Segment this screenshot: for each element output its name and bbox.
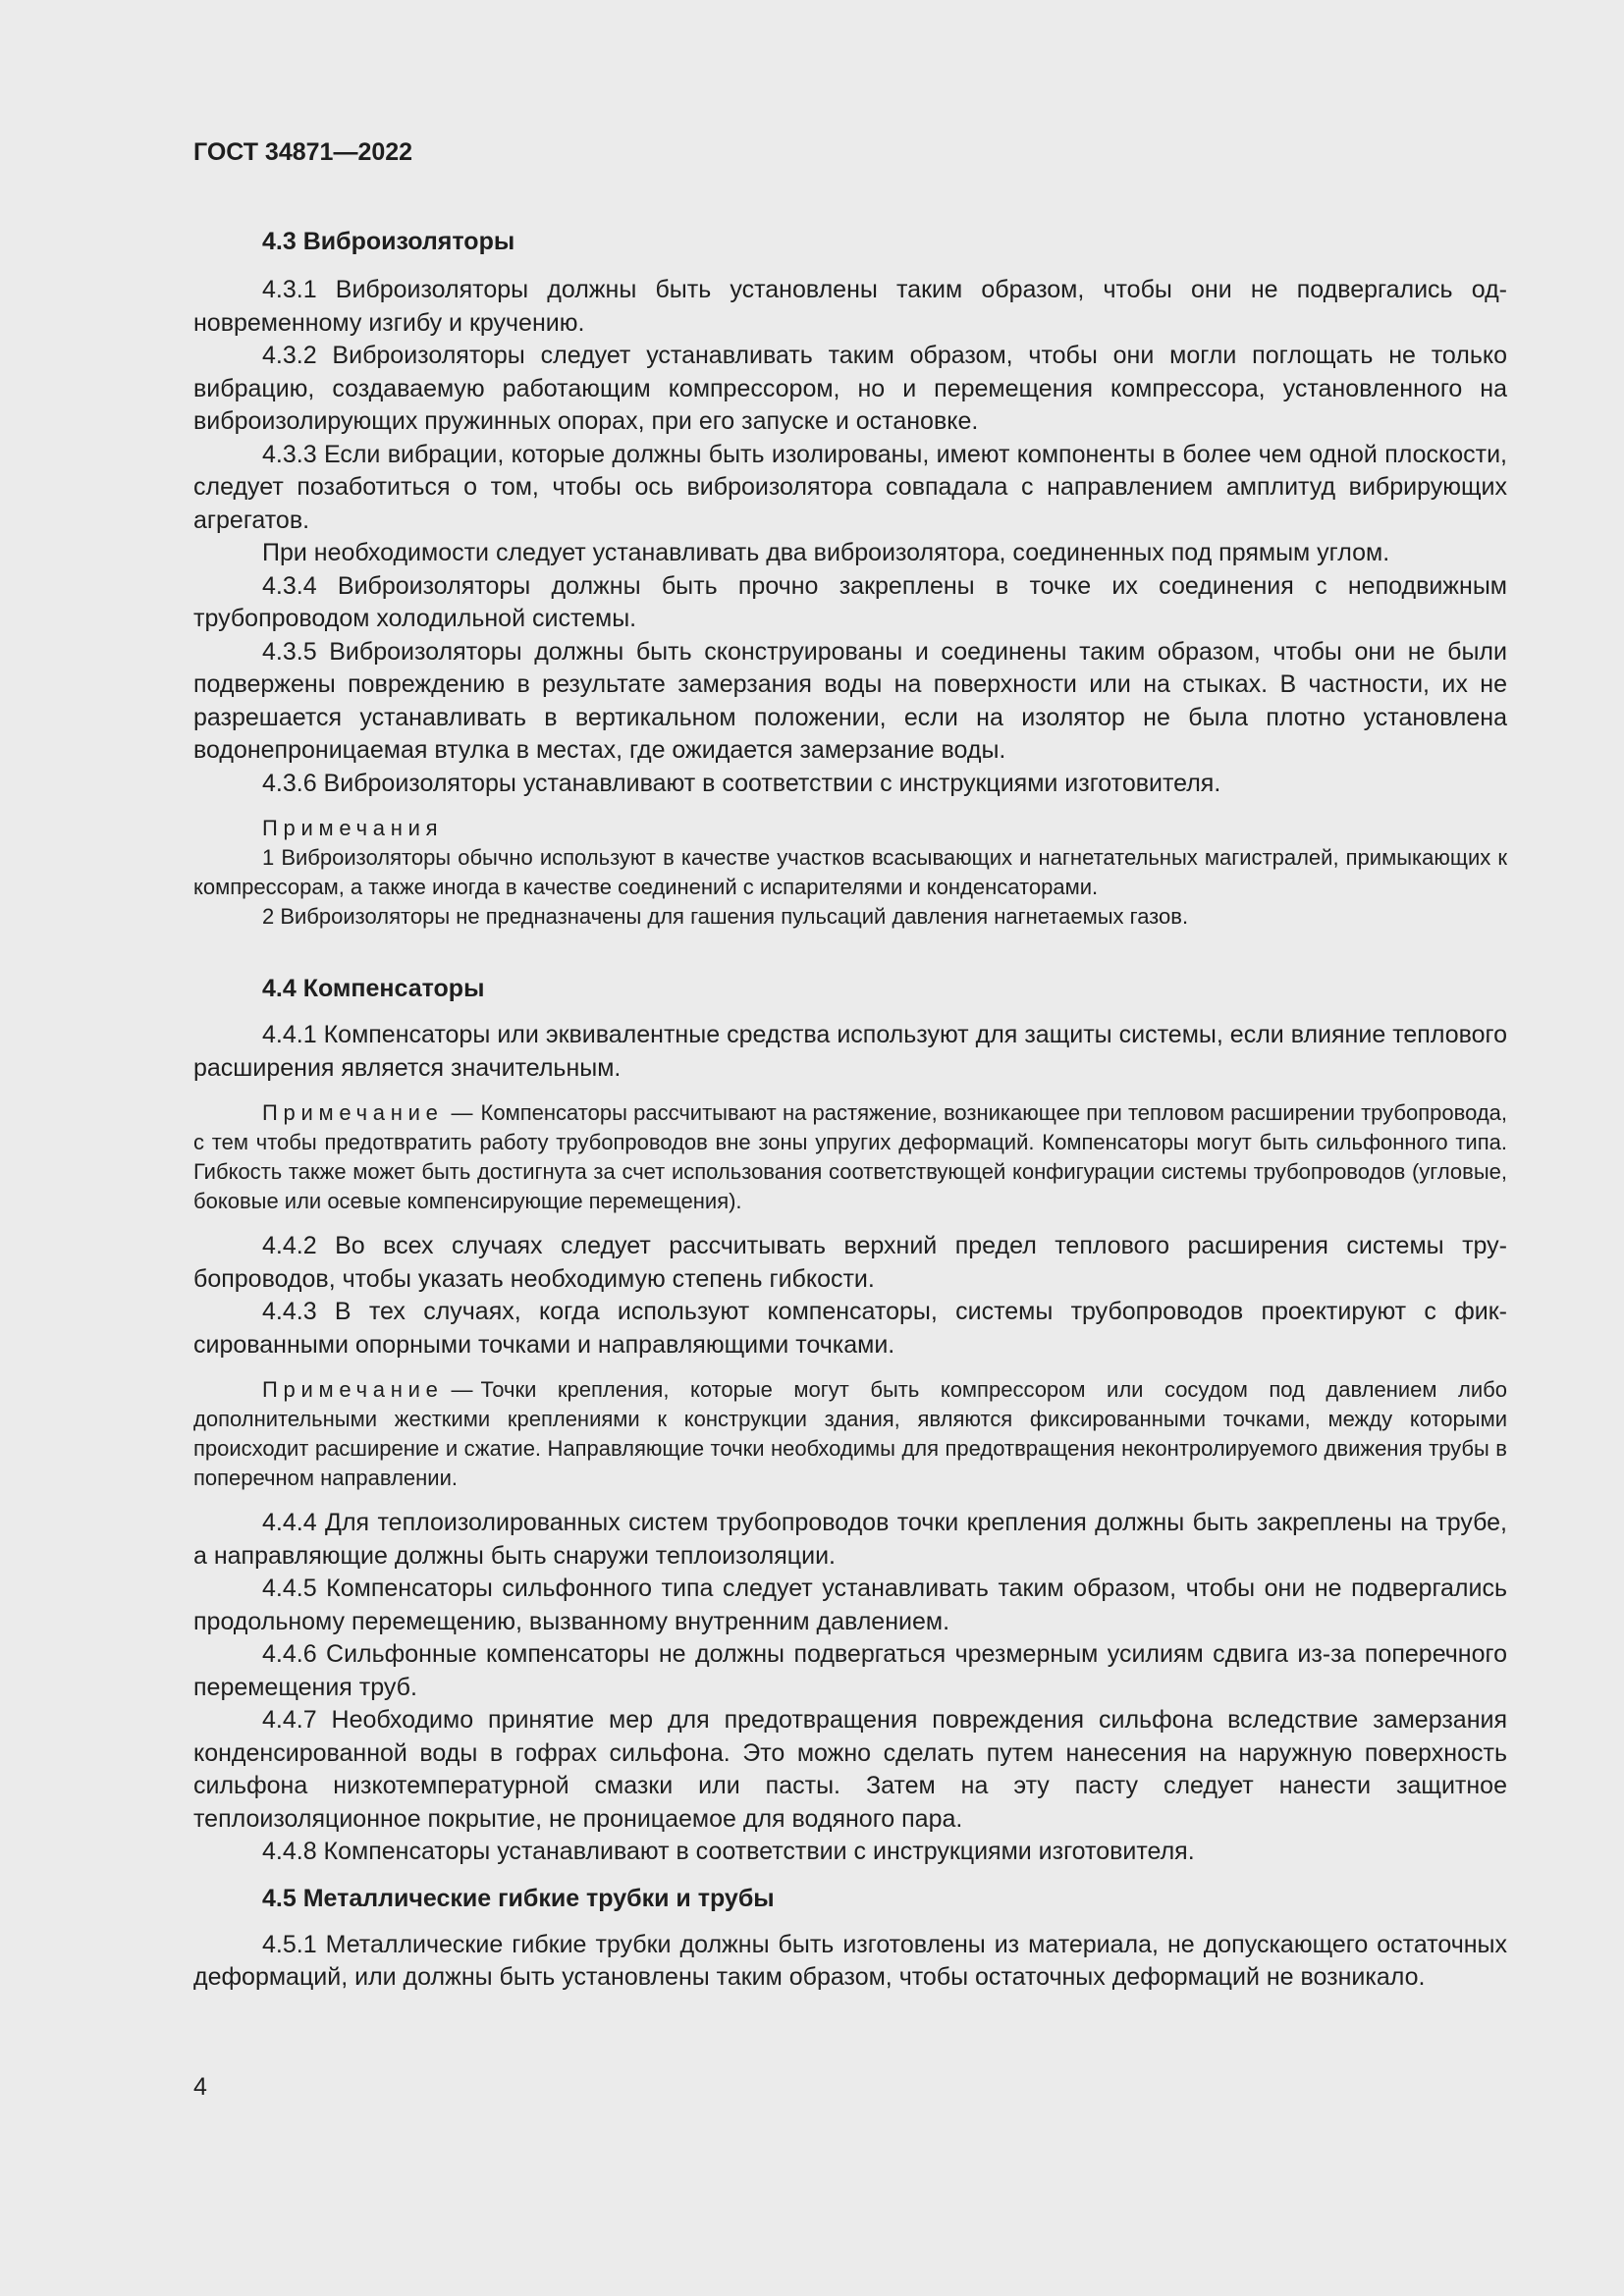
paragraph-4-4-2: 4.4.2 Во всех случаях следует рассчитывать верхний предел теплового расширения системы трубопроводов, чтобы указать необходимую степень гибкости. xyxy=(193,1232,1507,1293)
paragraph-4-4-1: 4.4.1 Компенсаторы или эквивалентные средства используют для защиты системы, если влияние теплового расширения является значительным. xyxy=(193,1021,1507,1082)
paragraph-4-4-6: 4.4.6 Сильфонные компенсаторы не должны подвергаться чрезмерным усилиям сдвига из-за поперечного перемещения труб. xyxy=(193,1640,1507,1701)
paragraph-4-4-4: 4.4.4 Для теплоизолированных систем трубопроводов точки крепления должны быть закреплены на трубе, а направляющие должны быть снаружи теплоизоляции. xyxy=(193,1509,1507,1570)
paragraph-4-3-3: 4.3.3 Если вибрации, которые должны быть изолированы, имеют компоненты в более чем одной плоскости, следует позаботиться о том, чтобы ось виброизолятора совпадала с направлением амплитуд вибрирующих агрегатов. xyxy=(193,440,1507,534)
note-label: Примечание xyxy=(262,1377,444,1402)
note-4-4-3 xyxy=(193,1375,1507,1493)
note-4-3-2: 2 Виброизоляторы не предназначены для гашения пульсаций давления нагнетаемых газов. xyxy=(262,904,1189,929)
paragraph-4-4-8: 4.4.8 Компенсаторы устанавливают в соответствии с инструкциями изготовителя. xyxy=(262,1838,1195,1865)
paragraph-4-3-3-continuation: При необходимости следует устанавливать два виброизолятора, соединенных под прямым углом. xyxy=(262,539,1390,566)
note-text: Точки крепления, которые могут быть компрессором или сосудом под давлением либо дополнительными жесткими креплениями к конструкции здания, являются фиксированными точками, между которыми происходит расширение и сжатие. Направляющие точки необходимы для предотвращения неконтролируемого движения трубы в поперечном направлении. xyxy=(193,1377,1507,1490)
paragraph-4-3-5: 4.3.5 Виброизоляторы должны быть сконструированы и соединены таким образом, чтобы они не были подвержены повреждению в результате замерзания воды на поверхности или на стыках. В частности, их не разрешается устанавливать в вертикальном положении, если на изолятор не была плотно установлена водонепроницаемая втулка в местах, где ожидается замерзание воды. xyxy=(193,637,1507,764)
section-title-4-5: 4.5 Металлические гибкие трубки и трубы xyxy=(262,1884,775,1912)
page-number: 4 xyxy=(193,2073,207,2101)
section-title-4-4: 4.4 Компенсаторы xyxy=(262,975,485,1002)
note-dash: — xyxy=(451,1100,473,1125)
notes-label: Примечания xyxy=(262,816,444,840)
paragraph-4-3-1: 4.3.1 Виброизоляторы должны быть установлены таким образом, чтобы они не подвергались одновременному изгибу и кручению. xyxy=(193,276,1507,337)
note-dash: — xyxy=(451,1377,473,1402)
paragraph-4-4-5: 4.4.5 Компенсаторы сильфонного типа следует устанавливать таким образом, чтобы они не подвергались продольному перемещению, вызванному внутренним давлением. xyxy=(193,1575,1507,1635)
document-page xyxy=(193,137,1507,1995)
paragraph-4-5-1: 4.5.1 Металлические гибкие трубки должны быть изготовлены из материала, не допускающего остаточных деформаций, или должны быть установлены таким образом, чтобы остаточных деформаций не возникало. xyxy=(193,1930,1507,1991)
paragraph-4-3-6: 4.3.6 Виброизоляторы устанавливают в соответствии с инструкциями изготовителя. xyxy=(262,769,1221,797)
paragraph-4-3-2: 4.3.2 Виброизоляторы следует устанавливать таким образом, чтобы они могли поглощать не только вибрацию, создаваемую работающим компрессором, но и перемещения компрессора, установленного на виброизолирующих пружинных опорах, при его запуске и остановке. xyxy=(193,342,1507,435)
section-title-4-3: 4.3 Виброизоляторы xyxy=(262,228,515,255)
note-4-3-1: 1 Виброизоляторы обычно используют в качестве участков всасывающих и нагнетательных магистралей, примыкающих к компрессорам, а также иногда в качестве соединений с испарителями и конденсаторами. xyxy=(193,845,1507,899)
paragraph-4-3-4: 4.3.4 Виброизоляторы должны быть прочно закреплены в точке их соединения с неподвижным трубопроводом холодильной системы. xyxy=(193,571,1507,632)
paragraph-4-4-3: 4.4.3 В тех случаях, когда используют компенсаторы, системы трубопроводов проектируют с фиксированными опорными точками и направляющими точками. xyxy=(193,1298,1507,1359)
document-header: ГОСТ 34871—2022 xyxy=(193,138,413,166)
note-4-4-1 xyxy=(193,1098,1507,1216)
paragraph-4-4-7: 4.4.7 Необходимо принятие мер для предотвращения повреждения сильфона вследствие замерзания конденсированной воды в гофрах сильфона. Это можно сделать путем нанесения на наружную поверхность сильфона низкотемпературной смазки или пасты. Затем на эту пасту следует нанести защитное теплоизоляционное покрытие, не проницаемое для водяного пара. xyxy=(193,1706,1507,1833)
note-text: Компенсаторы рассчитывают на растяжение, возникающее при тепловом расширении трубопровода, с тем чтобы предотвратить работу трубопроводов вне зоны упругих деформаций. Компенсаторы могут быть сильфонного типа. Гибкость также может быть достигнута за счет использования соответствующей конфигурации системы трубопроводов (угловые, боковые или осевые компенсирующие перемещения). xyxy=(193,1100,1507,1213)
note-label: Примечание xyxy=(262,1100,444,1125)
